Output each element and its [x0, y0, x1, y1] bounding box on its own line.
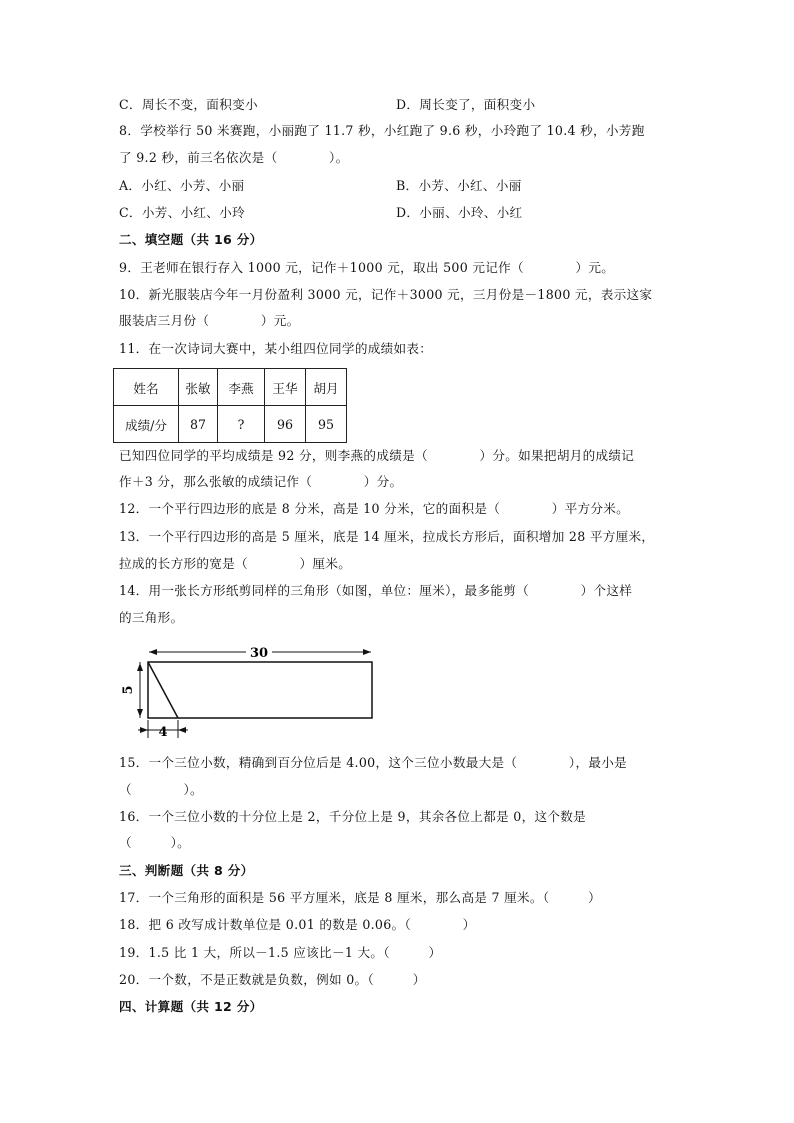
- table-cell: 姓名: [114, 369, 179, 406]
- q15-line1: 15．一个三位小数，精确到百分位后是 4.00，这个三位小数最大是（ ），最小是: [119, 755, 628, 770]
- rectangle-triangle-figure: [120, 640, 380, 740]
- q13-line1: 13．一个平行四边形的高是 5 厘米，底是 14 厘米，拉成长方形后，面积增加 28 平方厘米，: [119, 529, 655, 544]
- table-row: [114, 406, 347, 443]
- q11-line1: 已知四位同学的平均成绩是 92 分，则李燕的成绩是（ ）分。如果把胡月的成绩记: [119, 448, 635, 463]
- q19-text: 19．1.5 比 1 大，所以－1.5 应该比－1 大。（ ）: [119, 945, 442, 960]
- q20-text: 20．一个数，不是正数就是负数，例如 0。（ ）: [119, 972, 426, 987]
- table-cell: 王华: [265, 369, 306, 406]
- table-cell: 张敏: [179, 369, 218, 406]
- arrowhead: [149, 649, 157, 655]
- q8-stem-line1: 8．学校举行 50 米赛跑，小丽跑了 11.7 秒，小红跑了 9.6 秒，小玲跑了 10.4 秒，小芳跑: [119, 123, 645, 138]
- section-3-title: 三、判断题（共 8 分）: [119, 863, 254, 878]
- scores-table: [113, 368, 347, 443]
- paper-rectangle: [148, 662, 372, 718]
- table-cell: 成绩/分: [114, 406, 179, 443]
- arrowhead: [363, 649, 371, 655]
- q11-stem: 11．在一次诗词大赛中，某小组四位同学的成绩如表：: [119, 341, 433, 356]
- table-cell: ?: [218, 406, 265, 443]
- q9-text: 9．王老师在银行存入 1000 元，记作＋1000 元，取出 500 元记作（ ）元。: [119, 260, 615, 275]
- q8-option-c: C．小芳、小红、小玲: [119, 205, 245, 220]
- base-label: 4: [158, 725, 168, 740]
- q10-line1: 10．新光服装店今年一月份盈利 3000 元，记作＋3000 元，三月份是－1800 元，表示这家: [119, 287, 653, 302]
- q16-line2: （ ）。: [119, 835, 191, 850]
- height-label: 5: [121, 685, 136, 695]
- section-4-title: 四、计算题（共 12 分）: [119, 999, 263, 1014]
- q13-line2: 拉成的长方形的宽是（ ）厘米。: [119, 556, 352, 571]
- q10-line2: 服装店三月份（ ）元。: [119, 313, 300, 328]
- q7-option-d: D．周长变了，面积变小: [396, 97, 536, 112]
- q8-option-a: A．小红、小芳、小丽: [119, 178, 245, 193]
- q8-option-d: D．小丽、小玲、小红: [396, 205, 523, 220]
- arrowhead: [140, 727, 148, 733]
- q8-option-b: B．小芳、小红、小丽: [396, 178, 522, 193]
- triangle-cut-line: [148, 662, 178, 718]
- table-cell: 87: [179, 406, 218, 443]
- arrowhead: [178, 727, 186, 733]
- table-cell: 胡月: [306, 369, 347, 406]
- q15-line2: （ ）。: [119, 782, 203, 797]
- q8-stem-line2: 了 9.2 秒，前三名依次是（ ）。: [119, 150, 349, 165]
- q14-line2: 的三角形。: [119, 610, 184, 625]
- section-2-title: 二、填空题（共 16 分）: [119, 232, 263, 247]
- length-label: 30: [249, 646, 269, 661]
- q7-option-c: C．周长不变，面积变小: [119, 97, 258, 112]
- q12-text: 12．一个平行四边形的底是 8 分米，高是 10 分米，它的面积是（ ）平方分米。: [119, 501, 630, 516]
- q14-line1: 14．用一张长方形纸剪同样的三角形（如图，单位：厘米），最多能剪（ ）个这样: [119, 583, 633, 598]
- table-header-row: [114, 369, 347, 406]
- q11-line2: 作＋3 分，那么张敏的成绩记作（ ）分。: [119, 474, 403, 489]
- arrowhead: [137, 663, 143, 671]
- table-cell: 李燕: [218, 369, 265, 406]
- q16-line1: 16．一个三位小数的十分位上是 2，千分位上是 9，其余各位上都是 0，这个数是: [119, 809, 587, 824]
- q17-text: 17．一个三角形的面积是 56 平方厘米，底是 8 厘米，那么高是 7 厘米。（ ）: [119, 890, 601, 905]
- q18-text: 18．把 6 改写成计数单位是 0.01 的数是 0.06。（ ）: [119, 917, 476, 932]
- arrowhead: [137, 709, 143, 717]
- table-cell: 96: [265, 406, 306, 443]
- table-cell: 95: [306, 406, 347, 443]
